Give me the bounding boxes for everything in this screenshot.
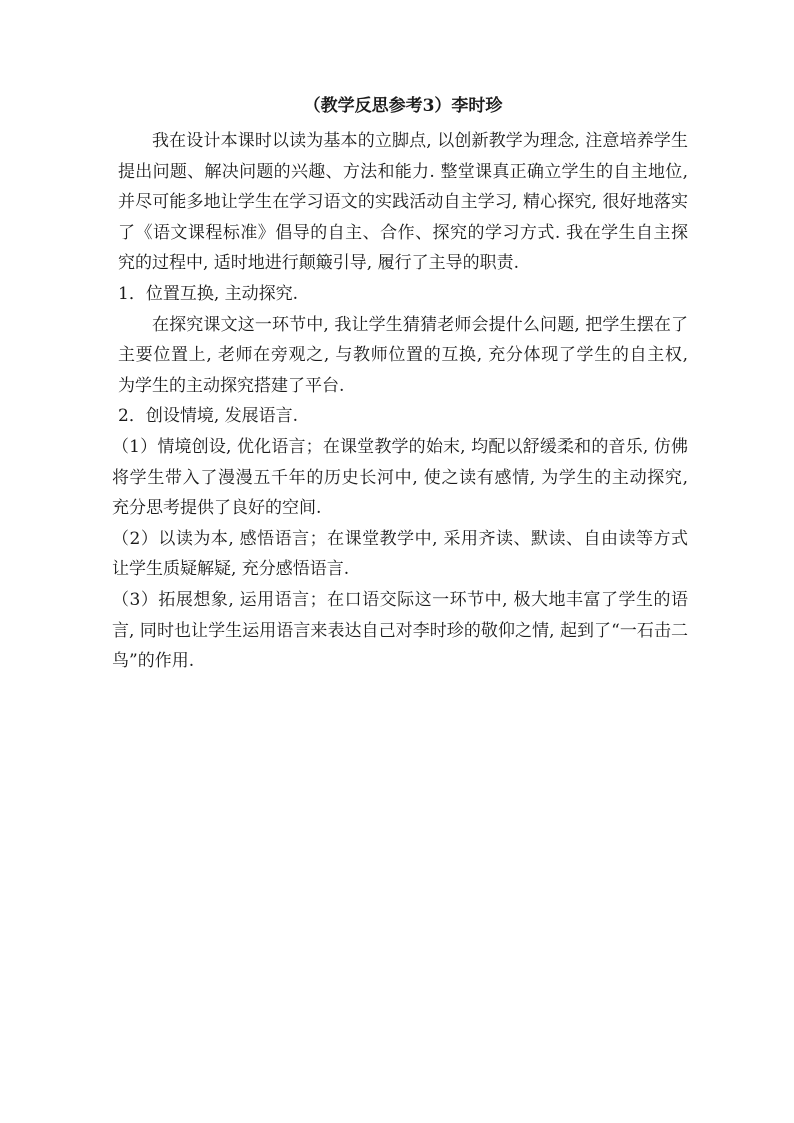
intro-paragraph: 我在设计本课时以读为基本的立脚点, 以创新教学为理念, 注意培养学生提出问题、解决问题的兴趣、方法和能力. 整堂课真正确立学生的自主地位, 并尽可能多地让学生在学习语文的实践活动自主学习, 精心探究, 很好地落实了《语文课程标准》倡导的自主、合作、探究的学习方式. 我在学生自主探究的过程中, 适时地进行颠簸引导, 履行了主导的职责.: [118, 131, 688, 274]
subpoint-2-paragraph: （2）以读为本, 感悟语言；在课堂教学中, 采用齐读、默读、自由读等方式让学生质疑解疑, 充分感悟语言.: [112, 528, 688, 580]
subpoint-1-paragraph: （1）情境创设, 优化语言；在课堂教学的始末, 均配以舒缓柔和的音乐, 仿佛将学生带入了漫漫五千年的历史长河中, 使之读有感情, 为学生的主动探究, 充分思考提供了良好的空间.: [112, 436, 688, 519]
section-heading-1: 1．位置互换, 主动探究.: [118, 283, 299, 304]
section-heading-2: 2．创设情境, 发展语言.: [118, 406, 299, 427]
section-1-paragraph: 在探究课文这一环节中, 我让学生猜猜老师会提什么问题, 把学生摆在了主要位置上, 老师在旁观之, 与教师位置的互换, 充分体现了学生的自主权, 为学生的主动探究搭建了平台.: [118, 314, 688, 396]
subpoint-3-paragraph: （3）拓展想象, 运用语言；在口语交际这一环节中, 极大地丰富了学生的语言, 同时也让学生运用语言来表达自己对李时珍的敬仰之情, 起到了“一石击二鸟”的作用.: [112, 589, 688, 672]
document-title: （教学反思参考3）李时珍: [303, 96, 503, 116]
document-body: [112, 92, 688, 677]
